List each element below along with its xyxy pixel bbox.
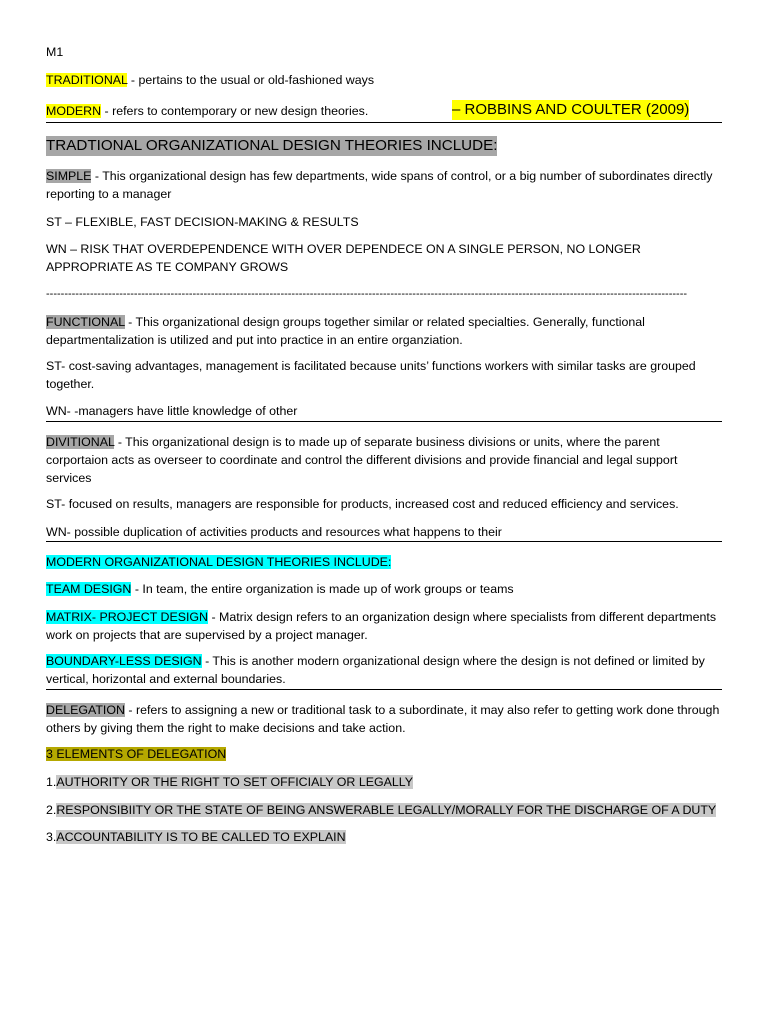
functional-strength: ST- cost-saving advantages, management is facilitated because units’ functions workers with similar tasks are grouped together. bbox=[46, 359, 696, 391]
boundary-desc: - This is another modern organizational design where the design is not defined or limited by vertical, horizontal and external boundaries. bbox=[46, 654, 705, 686]
element-number: 2. bbox=[46, 803, 57, 817]
element-item-1 bbox=[46, 773, 722, 791]
matrix-term: MATRIX- PROJECT DESIGN bbox=[46, 610, 209, 624]
divitional-weakness: WN- possible duplication of activities products and resources what happens to their bbox=[46, 525, 502, 539]
element-text: RESPONSIBIITY OR THE STATE OF BEING ANSWERABLE LEGALLY/MORALLY FOR THE DISCHARGE OF A DUTY bbox=[56, 803, 717, 817]
divider bbox=[46, 689, 722, 690]
functional-definition bbox=[46, 313, 722, 349]
divitional-strength: ST- focused on results, managers are responsible for products, increased cost and reduced efficiency and services. bbox=[46, 497, 679, 511]
element-text: AUTHORITY OR THE RIGHT TO SET OFFICIALY OR LEGALLY bbox=[56, 775, 414, 789]
divitional-desc: - This organizational design is to made up of separate business divisions or units, where the parent corportaion acts as overseer to coordinate and control the different divisions and provide financial and legal support services bbox=[46, 435, 678, 485]
simple-weakness: WN – RISK THAT OVERDEPENDENCE WITH OVER DEPENDECE ON A SINGLE PERSON, NO LONGER APPROPRIATE AS TE COMPANY GROWS bbox=[46, 242, 641, 274]
page-label-text: M1 bbox=[46, 45, 64, 59]
elements-heading: 3 ELEMENTS OF DELEGATION bbox=[46, 747, 227, 761]
simple-strength: ST – FLEXIBLE, FAST DECISION-MAKING & RESULTS bbox=[46, 215, 359, 229]
divitional-term: DIVITIONAL bbox=[46, 435, 115, 449]
traditional-definition bbox=[46, 71, 722, 89]
boundary-definition bbox=[46, 652, 722, 688]
matrix-desc: - Matrix design refers to an organization design where specialists from different departments work on projects that are supervised by a project manager. bbox=[46, 610, 717, 642]
traditional-term: TRADITIONAL bbox=[46, 73, 128, 87]
modern-definition bbox=[46, 102, 446, 120]
delegation-definition bbox=[46, 701, 722, 737]
modern-term: MODERN bbox=[46, 104, 102, 118]
team-term: TEAM DESIGN bbox=[46, 582, 132, 596]
element-text: ACCOUNTABILITY IS TO BE CALLED TO EXPLAIN bbox=[56, 830, 346, 844]
delegation-term: DELEGATION bbox=[46, 703, 125, 717]
element-item-3 bbox=[46, 828, 722, 846]
divitional-definition bbox=[46, 433, 722, 487]
page-label bbox=[46, 43, 722, 61]
divider bbox=[46, 541, 722, 542]
functional-term: FUNCTIONAL bbox=[46, 315, 125, 329]
source-citation: – ROBBINS AND COULTER (2009) bbox=[452, 101, 690, 118]
element-number: 1. bbox=[46, 775, 57, 789]
simple-desc: - This organizational design has few departments, wide spans of control, or a big number of subordinates directly reporting to a manager bbox=[46, 169, 713, 201]
divider bbox=[46, 421, 722, 422]
team-desc: - In team, the entire organization is made up of work groups or teams bbox=[131, 582, 514, 596]
simple-term: SIMPLE bbox=[46, 169, 92, 183]
element-item-2 bbox=[46, 801, 722, 819]
modern-heading-line bbox=[46, 553, 722, 571]
matrix-definition bbox=[46, 608, 722, 644]
elements-heading-line bbox=[46, 745, 722, 763]
traditional-def-text: - pertains to the usual or old-fashioned ways bbox=[127, 73, 375, 87]
functional-desc: - This organizational design groups together similar or related specialties. Generally, functional departmentalization is utilized and put into practice in an entire organziation. bbox=[46, 315, 645, 347]
divider bbox=[46, 122, 722, 123]
traditional-heading: TRADTIONAL ORGANIZATIONAL DESIGN THEORIES INCLUDE: bbox=[46, 137, 498, 154]
modern-heading: MODERN ORGANIZATIONAL DESIGN THEORIES INCLUDE: bbox=[46, 555, 392, 569]
team-definition bbox=[46, 580, 722, 598]
functional-weakness: WN- -managers have little knowledge of other bbox=[46, 404, 298, 418]
simple-definition bbox=[46, 167, 722, 203]
modern-def-text: - refers to contemporary or new design theories. bbox=[101, 104, 369, 118]
dashed-separator: ------------------------------------------------------------------------------------------------------------------------------------------------------------------------------- bbox=[46, 288, 688, 300]
delegation-desc: - refers to assigning a new or traditional task to a subordinate, it may also refer to getting work done through others by giving them the right to make decisions and take action. bbox=[46, 703, 720, 735]
element-number: 3. bbox=[46, 830, 57, 844]
boundary-term: BOUNDARY-LESS DESIGN bbox=[46, 654, 202, 668]
